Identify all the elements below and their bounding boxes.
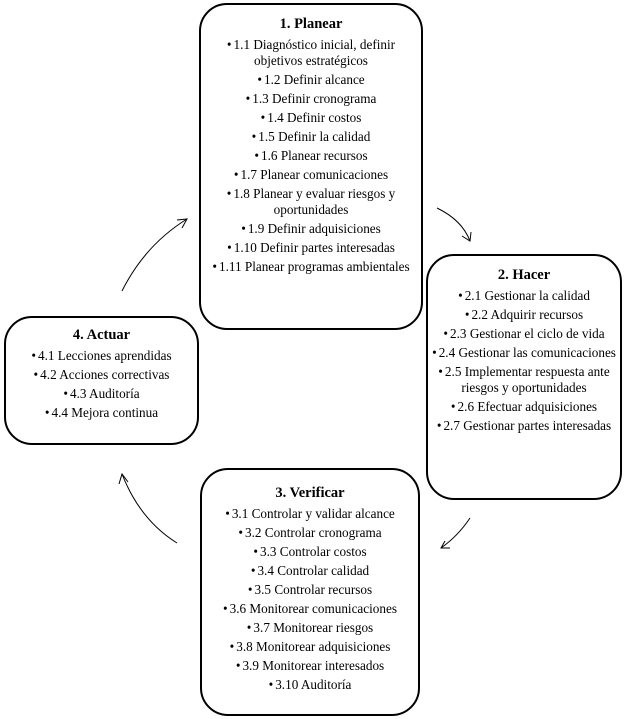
do-item: • 2.7 Gestionar partes interesadas bbox=[432, 418, 616, 434]
plan-item: • 1.10 Definir partes interesadas bbox=[209, 240, 413, 256]
plan-item: • 1.9 Definir adquisiciones bbox=[209, 221, 413, 237]
plan-item: • 1.11 Planear programas ambientales bbox=[209, 259, 413, 275]
arrow-do-to-check bbox=[441, 518, 470, 548]
do-title: 2. Hacer bbox=[497, 267, 551, 283]
check-item: • 3.10 Auditoría bbox=[208, 677, 412, 693]
check-item: • 3.1 Controlar y validar alcance bbox=[208, 506, 412, 522]
act-box bbox=[4, 316, 199, 445]
plan-box bbox=[199, 3, 423, 330]
arrow-plan-to-do bbox=[437, 208, 471, 241]
arrow-check-to-act bbox=[119, 474, 177, 543]
plan-item: • 1.2 Definir alcance bbox=[209, 72, 413, 88]
check-item: • 3.6 Monitorear comunicaciones bbox=[208, 601, 412, 617]
check-item: • 3.9 Monitorear interesados bbox=[208, 658, 412, 674]
act-title: 4. Actuar bbox=[72, 327, 131, 343]
act-item: • 4.3 Auditoría bbox=[10, 386, 193, 402]
plan-list bbox=[209, 37, 413, 275]
plan-item: • 1.1 Diagnóstico inicial, definir objetivos estratégicos bbox=[209, 37, 413, 69]
plan-item: • 1.7 Planear comunicaciones bbox=[209, 167, 413, 183]
do-item: • 2.2 Adquirir recursos bbox=[432, 307, 616, 323]
plan-title: 1. Planear bbox=[279, 16, 343, 32]
act-item: • 4.4 Mejora continua bbox=[10, 405, 193, 421]
check-item: • 3.5 Controlar recursos bbox=[208, 582, 412, 598]
act-item: • 4.1 Lecciones aprendidas bbox=[10, 348, 193, 364]
plan-item: • 1.6 Planear recursos bbox=[209, 148, 413, 164]
check-item: • 3.2 Controlar cronograma bbox=[208, 525, 412, 541]
check-box bbox=[200, 468, 420, 716]
check-item: • 3.8 Monitorear adquisiciones bbox=[208, 639, 412, 655]
check-item: • 3.4 Controlar calidad bbox=[208, 563, 412, 579]
do-item: • 2.6 Efectuar adquisiciones bbox=[432, 399, 616, 415]
arrow-act-to-plan bbox=[122, 219, 187, 291]
act-item: • 4.2 Acciones correctivas bbox=[10, 367, 193, 383]
plan-item: • 1.3 Definir cronograma bbox=[209, 91, 413, 107]
do-list bbox=[432, 288, 616, 434]
do-item: • 2.3 Gestionar el ciclo de vida bbox=[432, 326, 616, 342]
do-item: • 2.1 Gestionar la calidad bbox=[432, 288, 616, 304]
plan-item: • 1.4 Definir costos bbox=[209, 110, 413, 126]
plan-item: • 1.5 Definir la calidad bbox=[209, 129, 413, 145]
plan-item: • 1.8 Planear y evaluar riesgos y oportunidades bbox=[209, 186, 413, 218]
check-list bbox=[208, 506, 412, 693]
do-box bbox=[426, 254, 622, 500]
act-list bbox=[10, 348, 193, 421]
do-item: • 2.4 Gestionar las comunicaciones bbox=[432, 345, 616, 361]
check-item: • 3.3 Controlar costos bbox=[208, 544, 412, 560]
check-title: 3. Verificar bbox=[275, 485, 345, 501]
check-item: • 3.7 Monitorear riesgos bbox=[208, 620, 412, 636]
do-item: • 2.5 Implementar respuesta ante riesgos y oportunidades bbox=[432, 364, 616, 396]
